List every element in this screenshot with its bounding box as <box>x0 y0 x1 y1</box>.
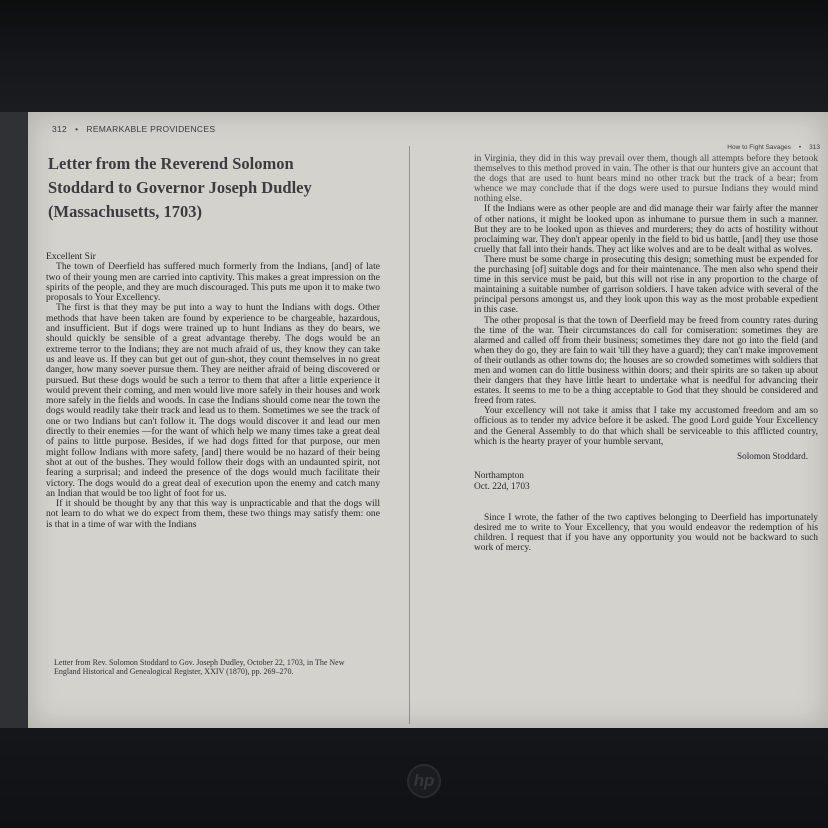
body-paragraph: in Virginia, they did in this way prevail over them, though all attempts before they betook themselves to this method proved in vain. The other is that our hunters give an account that the dogs that are used to hunt bears mind no other track but the track of a bear; from whence we may conclude that if the dogs were used to pursue Indians they would mind nothing else. <box>474 154 818 205</box>
left-page-number: 312 <box>52 124 68 134</box>
left-page-body <box>46 252 380 530</box>
body-paragraph: If the Indians were as other people are and did manage their war fairly after the manner of other nations, it might be looked upon as inhumane to pursue them in such a manner. But they are to be looked upon as thieves and murderers; they do acts of hostility without proclaiming war. They don't appear openly in the field to bid us battle, [and] they use those cruelly that fall into their hands. They act like wolves and are to be dealt withal as wolves. <box>474 204 818 255</box>
bullet-separator: • <box>75 124 79 134</box>
right-page-number: 313 <box>809 144 820 151</box>
right-running-head <box>727 144 820 151</box>
postscript: Since I wrote, the father of the two captives belonging to Deerfield has importunately desired me to write to Your Excellency, that you would endeavor the redemption of his children. I request that if you have any opportunity you would not be backward to such work of mercy. <box>474 512 818 554</box>
right-page-body <box>474 154 818 553</box>
body-paragraph: If it should be thought by any that this way is unpracticable and that the dogs will not learn to do what we do expect from them, these two things may satisfy them: one is that in a time of war with the Indians <box>46 498 380 530</box>
body-paragraph: The town of Deerfield has suffered much formerly from the Indians, [and] of late two of their young men are carried into captivity. This makes a great impression on the spirits of the people, and they are much discouraged. This puts me upon it to make two proposals to Your Excellency. <box>46 261 380 304</box>
left-running-head <box>52 124 215 134</box>
body-paragraph: There must be some charge in prosecuting this design; something must be expended for the purchasing [of] suitable dogs and for their maintenance. The men also who spend their time in this service must be paid, but this will not rise in any proportion to the charge of maintaining a suitable number of garrison soldiers. I have taken advice with several of the principal persons amongst us, and they look upon this way as the most probable expedient in this case. <box>474 254 818 316</box>
body-paragraph: Your excellency will not take it amiss that I take my accustomed freedom and am so officious as to tender my advice before it be asked. The good Lord guide Your Excellency and the General Assembly to do that which shall be serviceable to this afflicted country, which is the hearty prayer of your humble servant, <box>474 406 818 447</box>
right-running-title: How to Fight Savages <box>727 144 791 151</box>
salutation: Excellent Sir <box>46 251 96 262</box>
title-line: (Massachusetts, 1703) <box>48 202 202 221</box>
page-gutter <box>409 146 410 724</box>
title-line: Letter from the Reverend Solomon <box>48 154 294 173</box>
letter-place: Northampton <box>474 470 524 481</box>
monitor-bezel-top <box>0 0 828 112</box>
signature: Solomon Stoddard. <box>737 450 808 461</box>
book-spread <box>28 112 828 728</box>
bullet-separator: • <box>798 144 802 151</box>
hp-logo-icon: hp <box>407 764 441 798</box>
letter-place-date <box>474 471 818 493</box>
title-line: Stoddard to Governor Joseph Dudley <box>48 178 312 197</box>
body-paragraph: The first is that they may be put into a way to hunt the Indians with dogs. Other methods that have been taken are found by experience to be chargeable, hazardous, and insufficient. But if dogs were trained up to hunt Indians as they do bears, we should quickly be sensible of a great advantage thereby. The dogs would be an extreme terror to the Indians; they are not much afraid of us, they know they can take us and leave us. If they can but get out of gun-shot, they count themselves in no great danger, how many soever pursue them. They are neither afraid of being discovered or pursued. But these dogs would be such a terror to them that after a little experience it would prevent their coming, and men would live more safely in their houses and work more safely in the fields and woods. In case the Indians should come near the town the dogs would readily take their track and lead us to them. Sometimes we see the track of one or two Indians but can't follow it. The dogs would discover it and lead our men directly to their enemies —for the want of which help we many times take a great deal of pains to little purpose. Besides, if we had dogs fitted for that purpose, our men might follow Indians with more safety, [and] there would be no hazard of their being shot at out of the bushes. They would follow their dogs with an undaunted spirit, not fearing a surprisal; and indeed the presence of the dogs would much facilitate their victory. The dogs would do a great deal of execution upon the enemy and catch many an Indian that would be too light of foot for us. <box>46 302 380 499</box>
source-footnote: Letter from Rev. Solomon Stoddard to Gov. Joseph Dudley, October 22, 1703, in The New England Historical and Genealogical Register, XXIV (1870), pp. 269–270. <box>54 658 345 677</box>
letter-date: Oct. 22d, 1703 <box>474 481 530 492</box>
left-running-title: REMARKABLE PROVIDENCES <box>86 124 216 134</box>
letter-title <box>48 152 368 224</box>
body-paragraph: The other proposal is that the town of Deerfield may be freed from country rates during the time of the war. Their circumstances do call for comiseration: sometimes they are alarmed and called off from their business; sometimes they dare not go into the field (and when they do go, they are fain to wait 'till they have a guard); they can't make improvement of their outlands as other towns do; the houses are so crowded sometimes with soldiers that men and women can do little business within doors; and their spirits are so taken up about their dangers that they have little heart to undertake what is needful for advancing their estates. It seems to me to be a thing acceptable to God that they should be considered and freed from rates. <box>474 315 818 407</box>
screen <box>0 112 828 728</box>
